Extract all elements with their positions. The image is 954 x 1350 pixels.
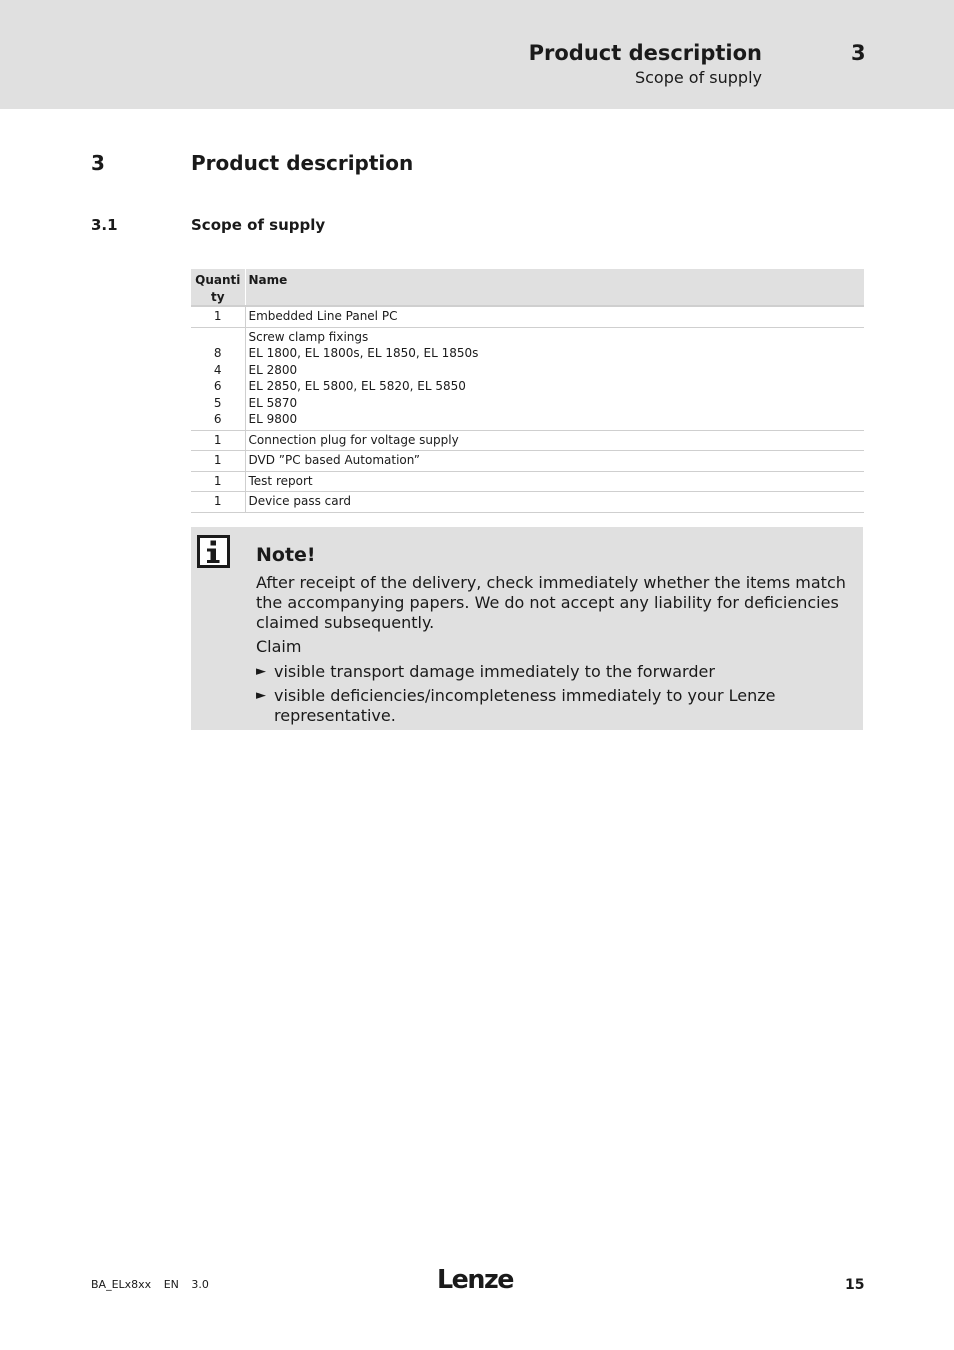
info-icon — [197, 535, 230, 568]
quantity-value: 1 — [213, 432, 222, 447]
table-row — [191, 306, 864, 327]
quantity-value: 8 — [213, 346, 222, 360]
item-name: Connection plug for voltage supply — [248, 432, 459, 447]
quantity-value: 5 — [213, 395, 222, 410]
quantity-cell — [191, 430, 245, 451]
name-cell — [245, 430, 864, 451]
list-item — [256, 662, 851, 682]
scope-of-supply-table — [191, 269, 864, 513]
section-title: Product description — [191, 151, 414, 175]
item-name: Embedded Line Panel PC — [248, 309, 398, 323]
name-cell — [245, 451, 864, 472]
note-text: After receipt of the delivery, check immediately whether the items match the accompanying papers. We do not accept any liability for deficiencies claimed subsequently. — [256, 573, 846, 632]
quantity-value: 1 — [213, 309, 222, 323]
item-name: Test report — [248, 473, 313, 488]
quantity-cell — [191, 492, 245, 513]
quantity-column-header: Quanti ty — [191, 269, 245, 306]
quantity-value — [194, 329, 242, 346]
name-cell — [245, 327, 864, 430]
list-item — [256, 686, 851, 726]
header-subtitle: Scope of supply — [634, 68, 762, 87]
subsection-title: Scope of supply — [191, 216, 326, 234]
page-number: 15 — [845, 1277, 865, 1293]
name-cell — [245, 492, 864, 513]
table-row — [191, 430, 864, 451]
table-row — [191, 471, 864, 492]
table-header-row — [191, 269, 864, 306]
note-box — [191, 527, 863, 730]
quantity-cell — [191, 306, 245, 327]
bullet-triangle-icon: ► — [256, 688, 266, 703]
quantity-value: 1 — [213, 453, 222, 467]
item-name: DVD ”PC based Automation” — [248, 453, 420, 467]
item-name: Screw clamp fixings — [248, 329, 369, 344]
item-name: EL 2850, EL 5800, EL 5820, EL 5850 — [248, 379, 466, 393]
quantity-value: 1 — [213, 494, 222, 508]
item-name: Device pass card — [248, 494, 351, 508]
table-row — [191, 492, 864, 513]
section-number: 3 — [91, 151, 105, 175]
note-claim-label: Claim — [256, 637, 302, 656]
table-row — [191, 327, 864, 430]
item-name: EL 1800, EL 1800s, EL 1850, EL 1850s — [248, 346, 479, 360]
subsection-number: 3.1 — [91, 216, 118, 234]
footer-language: EN — [163, 1278, 179, 1291]
bullet-triangle-icon: ► — [256, 664, 266, 679]
note-bullet-list — [256, 662, 851, 726]
note-title: Note! — [256, 544, 316, 566]
name-column-header: Name — [245, 269, 864, 306]
item-name: EL 9800 — [248, 412, 298, 426]
lenze-logo-text: Lenze — [437, 1265, 514, 1294]
note-body — [256, 573, 851, 730]
footer-version: 3.0 — [191, 1278, 209, 1291]
name-cell — [245, 306, 864, 327]
quantity-value: 6 — [213, 379, 222, 393]
quantity-cell — [191, 327, 245, 430]
header-band — [0, 0, 954, 109]
item-name: EL 2800 — [248, 362, 298, 377]
bullet-text: visible transport damage immediately to the forwarder — [274, 662, 715, 681]
bullet-text: visible deficiencies/incompleteness immediately to your Lenze representative. — [274, 686, 776, 725]
header-title: Product description — [528, 41, 762, 65]
footer-doc-id: BA_ELx8xx — [91, 1278, 152, 1291]
quantity-cell — [191, 451, 245, 472]
header-chapter-number: 3 — [851, 41, 866, 65]
table-row — [191, 451, 864, 472]
item-name: EL 5870 — [248, 395, 298, 410]
quantity-value: 6 — [213, 412, 222, 426]
quantity-value: 1 — [213, 473, 222, 488]
quantity-cell — [191, 471, 245, 492]
footer-doc-info — [91, 1278, 218, 1291]
lenze-logo — [436, 1262, 516, 1294]
quantity-value: 4 — [213, 362, 222, 377]
name-cell — [245, 471, 864, 492]
